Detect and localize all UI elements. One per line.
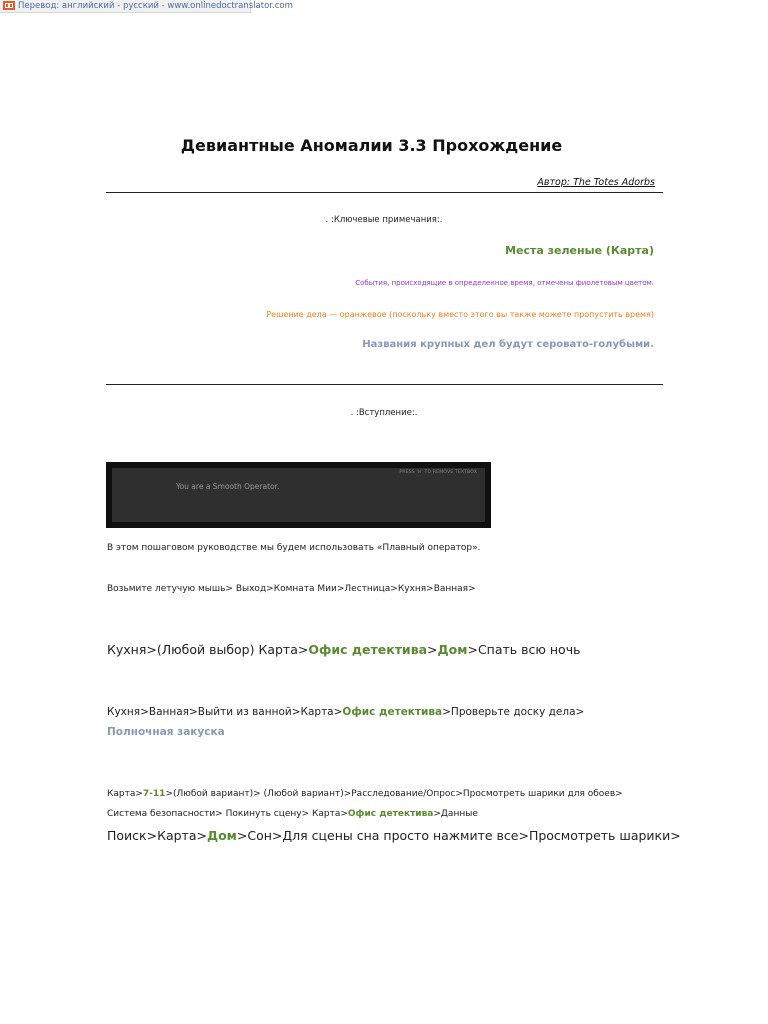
step-3: [107, 706, 584, 718]
location-home: Дом: [206, 828, 237, 843]
author-line[interactable]: Автор: The Totes Adorbs: [537, 177, 655, 188]
note-timed-events: События, происходящие в определенное время, отмечены фиолетовым цветом.: [355, 279, 654, 287]
step-5-text: Система безопасности> Покинуть сцену> Карта>: [107, 809, 348, 819]
step-2: [107, 642, 580, 657]
step-4: [107, 789, 623, 799]
location-detective-office: Офис детектива: [342, 706, 443, 718]
case-name-midnight-snack: Полночная закуска: [107, 726, 225, 738]
step-6-end: >Сон>Для сцены сна просто нажмите все>Просмотреть шарики>: [236, 828, 681, 843]
location-home: Дом: [437, 642, 468, 657]
location-detective-office: Офис детектива: [347, 809, 434, 819]
step-5: [107, 809, 478, 819]
step-5-end: >Данные: [433, 809, 478, 819]
game-hint: PRESS 'H' TO REMOVE TEXTBOX: [399, 470, 477, 475]
game-dialog-line: You are a Smooth Operator.: [176, 482, 280, 491]
step-6-text: Поиск>Карта>: [107, 828, 207, 843]
step-4-end: >(Любой вариант)> (Любой вариант)>Расследование/Опрос>Просмотреть шарики для обоев>: [165, 789, 623, 799]
step-1: Возьмите летучую мышь> Выход>Комната Мии>Лестница>Кухня>Ванная>: [107, 584, 476, 594]
intro-heading: . :Вступление:.: [350, 408, 418, 418]
game-textbox: [112, 468, 485, 522]
step-3-end: >Проверьте доску дела>: [442, 706, 585, 718]
divider-bottom: [106, 384, 663, 385]
location-detective-office: Офис детектива: [308, 642, 428, 657]
step-2-text: Кухня>(Любой выбор) Карта>: [107, 642, 309, 657]
intro-paragraph: В этом пошаговом руководстве мы будем использовать «Плавный оператор».: [107, 543, 481, 553]
step-3-text: Кухня>Ванная>Выйти из ванной>Карта>: [107, 706, 343, 718]
translator-logo-icon: [3, 1, 15, 10]
note-locations: Места зеленые (Карта): [505, 244, 654, 257]
note-case-solution: Решение дела — оранжевое (поскольку вместо этого вы также можете пропустить время): [266, 310, 654, 319]
step-4-text: Карта>: [107, 789, 143, 799]
step-6: [107, 828, 681, 843]
step-2-end: >Спать всю ночь: [467, 642, 581, 657]
translator-link[interactable]: Перевод: английский - русский - www.onlinedoctranslator.com: [18, 1, 293, 11]
location-7-11: 7-11: [142, 789, 166, 799]
key-notes-heading: . :Ключевые примечания:.: [325, 215, 443, 225]
note-case-names: Названия крупных дел будут серовато-голубыми.: [362, 339, 654, 350]
divider-top: [106, 192, 663, 193]
page-title: Девиантные Аномалии 3.3 Прохождение: [180, 136, 563, 155]
translator-banner[interactable]: [0, 0, 293, 13]
step-2-sep: >: [427, 642, 438, 657]
game-screenshot: [106, 462, 491, 528]
